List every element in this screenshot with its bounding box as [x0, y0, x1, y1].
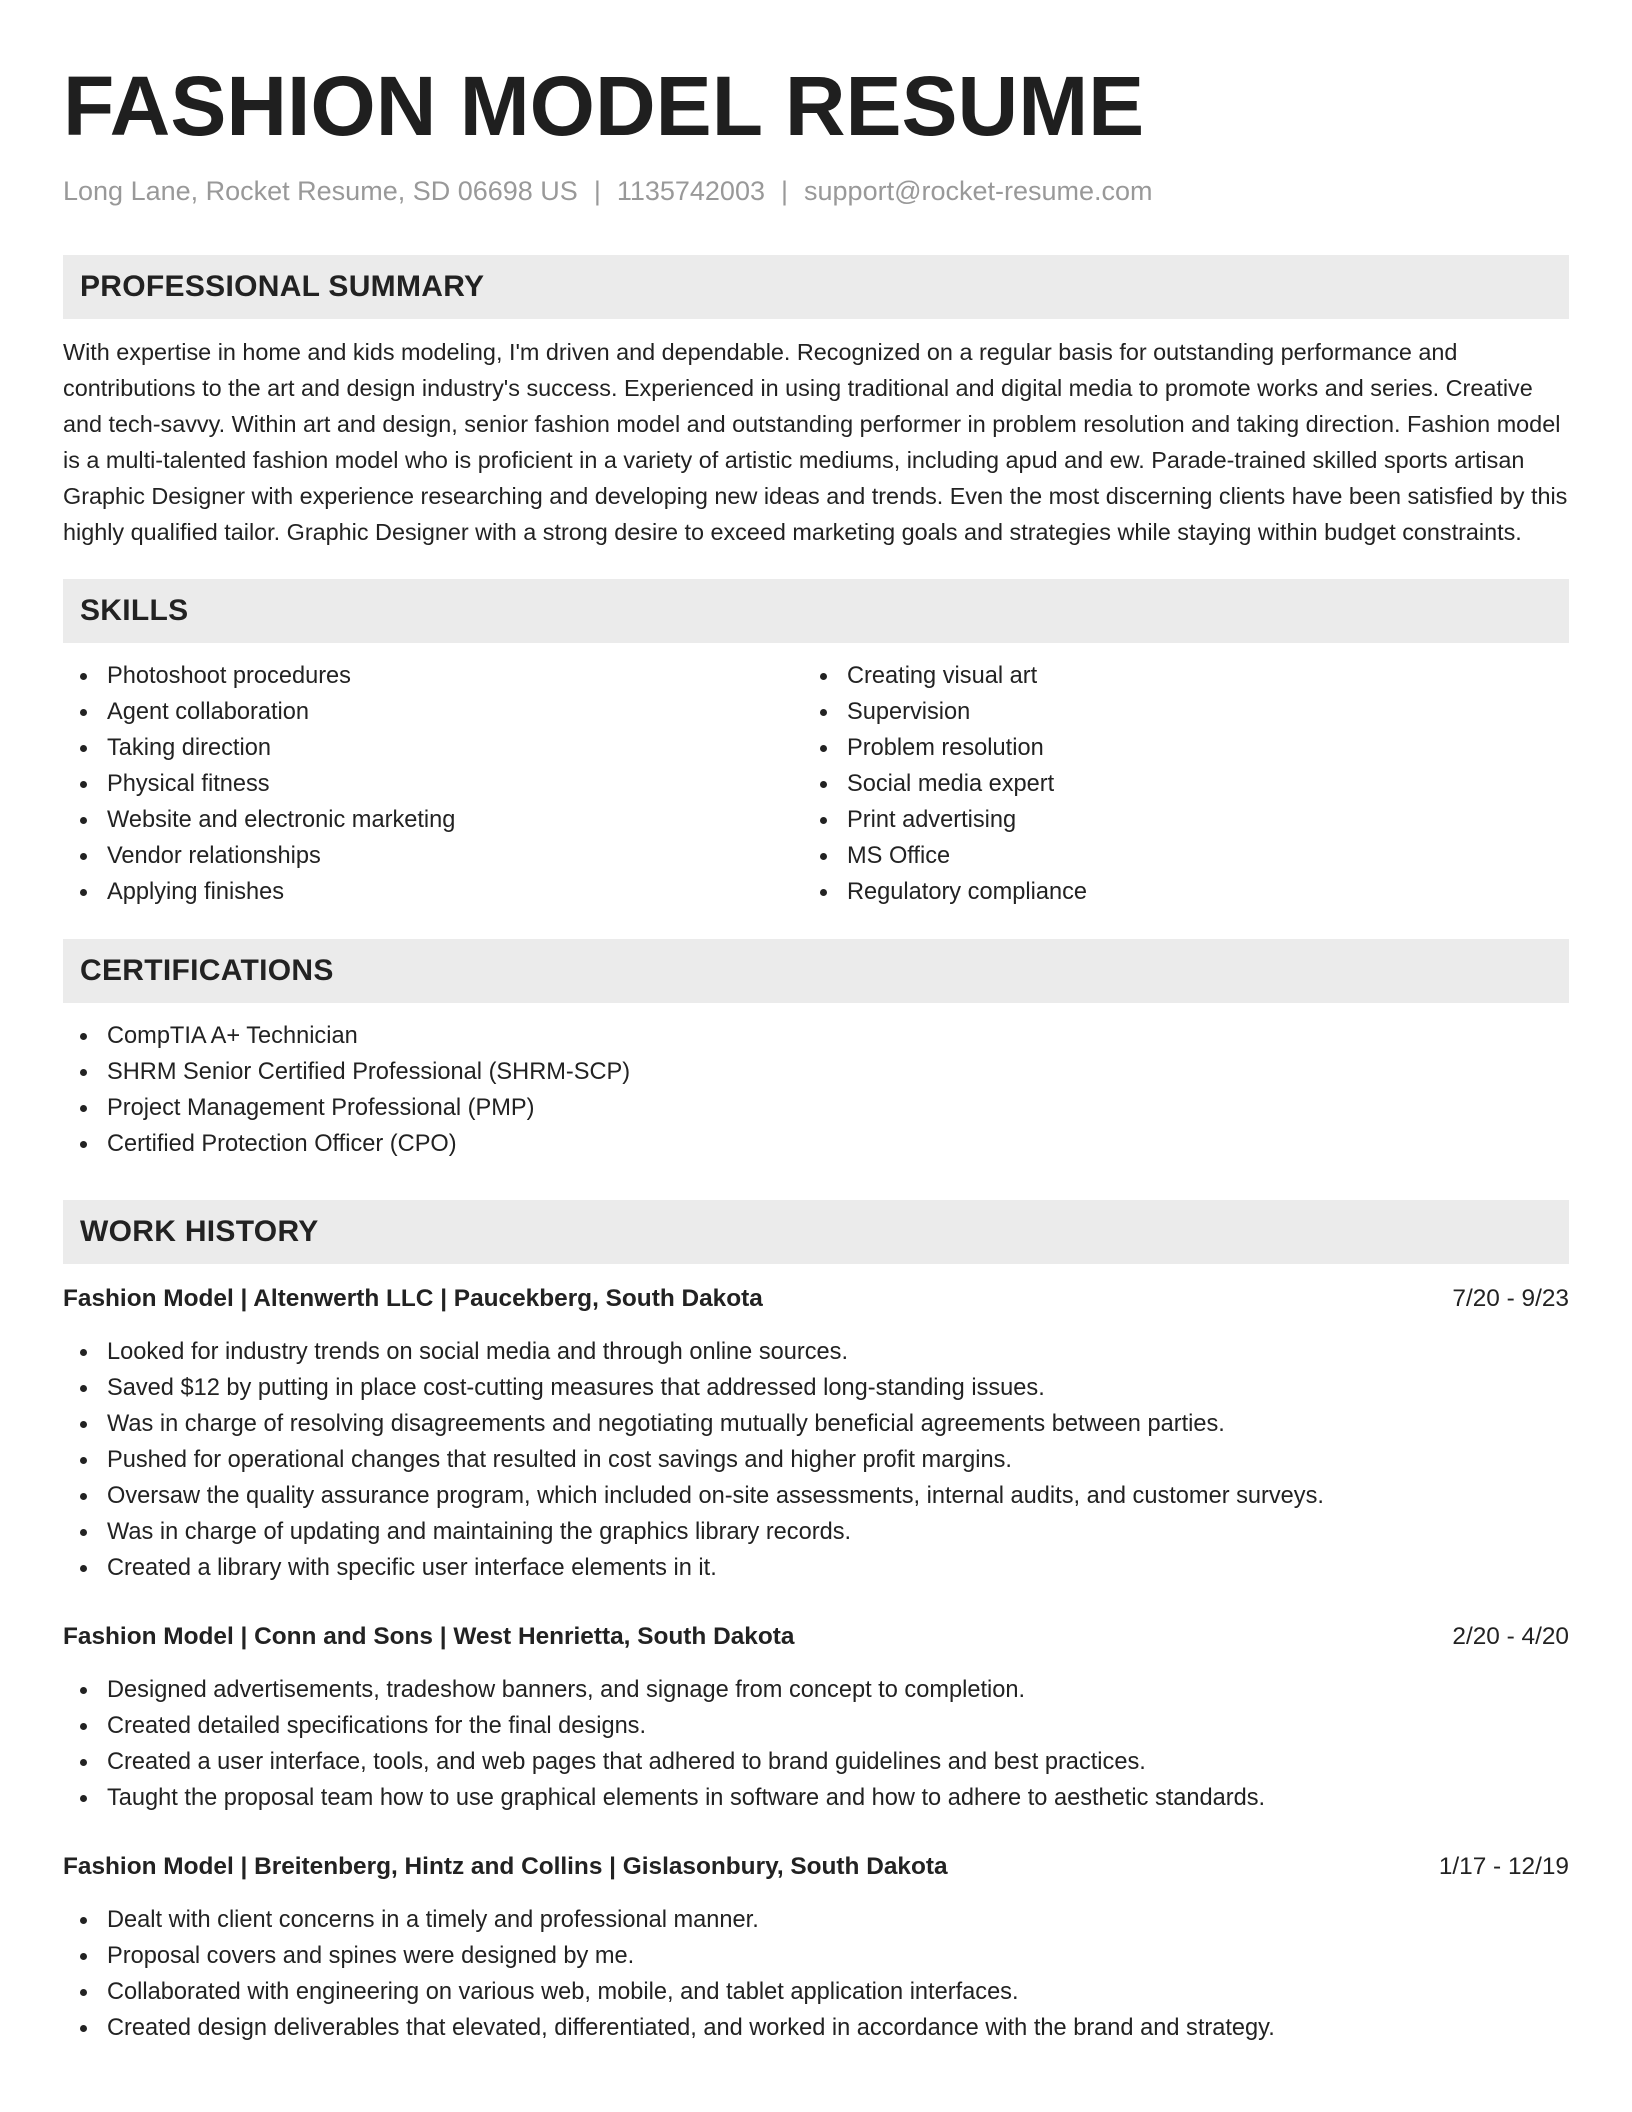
- summary-heading: PROFESSIONAL SUMMARY: [63, 255, 1569, 319]
- job-bullets: [63, 1672, 1569, 1816]
- job-bullet: Dealt with client concerns in a timely and professional manner.: [63, 1902, 1569, 1938]
- skill-item: MS Office: [803, 838, 1543, 874]
- skills-grid: [63, 658, 1569, 910]
- job-bullet: Oversaw the quality assurance program, which included on-site assessments, internal audits, and customer surveys.: [63, 1478, 1569, 1514]
- job-bullet: Was in charge of updating and maintaining the graphics library records.: [63, 1514, 1569, 1550]
- job-bullet: Looked for industry trends on social media and through online sources.: [63, 1334, 1569, 1370]
- job-title: Fashion Model | Altenwerth LLC | Paucekberg, South Dakota: [63, 1285, 763, 1312]
- job-bullet: Saved $12 by putting in place cost-cutting measures that addressed long-standing issues.: [63, 1370, 1569, 1406]
- job-header: [63, 1282, 1569, 1316]
- job-bullets: [63, 1902, 1569, 2046]
- job-bullet: Created detailed specifications for the final designs.: [63, 1708, 1569, 1744]
- job-bullet: Created design deliverables that elevated, differentiated, and worked in accordance with the brand and strategy.: [63, 2010, 1569, 2046]
- summary-section: [63, 255, 1569, 550]
- certifications-heading: CERTIFICATIONS: [63, 939, 1569, 1003]
- job-bullets: [63, 1334, 1569, 1586]
- certification-item: CompTIA A+ Technician: [63, 1018, 1569, 1054]
- job-bullet: Was in charge of resolving disagreements and negotiating mutually beneficial agreements between parties.: [63, 1406, 1569, 1442]
- job-entry: [63, 1282, 1569, 1586]
- skill-item: Problem resolution: [803, 730, 1543, 766]
- contact-separator: |: [781, 176, 789, 206]
- skills-section: [63, 579, 1569, 910]
- skill-item: Photoshoot procedures: [63, 658, 803, 694]
- job-title: Fashion Model | Breitenberg, Hintz and Collins | Gislasonbury, South Dakota: [63, 1853, 948, 1880]
- job-dates: 1/17 - 12/19: [1438, 1853, 1569, 1880]
- certifications-section: [63, 939, 1569, 1162]
- contact-line: [63, 174, 1569, 208]
- skill-item: Website and electronic marketing: [63, 802, 803, 838]
- job-bullet: Designed advertisements, tradeshow banners, and signage from concept to completion.: [63, 1672, 1569, 1708]
- address-text: Long Lane, Rocket Resume, SD 06698 US: [63, 176, 578, 206]
- skill-item: Social media expert: [803, 766, 1543, 802]
- job-bullet: Created a library with specific user interface elements in it.: [63, 1550, 1569, 1586]
- job-entry: [63, 1850, 1569, 2046]
- job-dates: 7/20 - 9/23: [1452, 1285, 1569, 1312]
- skill-item: Supervision: [803, 694, 1543, 730]
- skills-list-right: [803, 658, 1543, 910]
- job-header: [63, 1850, 1569, 1884]
- skill-item: Taking direction: [63, 730, 803, 766]
- skill-item: Creating visual art: [803, 658, 1543, 694]
- skill-item: Print advertising: [803, 802, 1543, 838]
- contact-separator: |: [593, 176, 601, 206]
- email-text: support@rocket-resume.com: [804, 176, 1153, 206]
- summary-text: With expertise in home and kids modeling, I'm driven and dependable. Recognized on a regular basis for outstanding performance and contributions to the art and design industry's success. Experienced in using traditional and digital media to promote works and series. Creative and tech-savvy. Within art and design, senior fashion model and outstanding performer in problem resolution and taking direction. Fashion model is a multi-talented fashion model who is proficient in a variety of artistic mediums, including apud and ew. Parade-trained skilled sports artisan Graphic Designer with experience researching and developing new ideas and trends. Even the most discerning clients have been satisfied by this highly qualified tailor. Graphic Designer with a strong desire to exceed marketing goals and strategies while staying within budget constraints.: [63, 339, 1568, 545]
- skill-item: Applying finishes: [63, 874, 803, 910]
- job-bullet: Taught the proposal team how to use graphical elements in software and how to adhere to aesthetic standards.: [63, 1780, 1569, 1816]
- job-header: [63, 1620, 1569, 1654]
- job-bullet: Pushed for operational changes that resulted in cost savings and higher profit margins.: [63, 1442, 1569, 1478]
- skill-item: Agent collaboration: [63, 694, 803, 730]
- skills-heading: SKILLS: [63, 579, 1569, 643]
- job-bullet: Created a user interface, tools, and web pages that adhered to brand guidelines and best practices.: [63, 1744, 1569, 1780]
- certification-item: Project Management Professional (PMP): [63, 1090, 1569, 1126]
- skills-list-left: [63, 658, 803, 910]
- job-title: Fashion Model | Conn and Sons | West Henrietta, South Dakota: [63, 1623, 795, 1650]
- skill-item: Vendor relationships: [63, 838, 803, 874]
- job-bullet: Collaborated with engineering on various web, mobile, and tablet application interfaces.: [63, 1974, 1569, 2010]
- work-history-heading: WORK HISTORY: [63, 1200, 1569, 1264]
- resume-title: FASHION MODEL RESUME: [63, 59, 1145, 153]
- work-history-section: [63, 1200, 1569, 2046]
- phone-text: 1135742003: [616, 176, 765, 206]
- job-bullet: Proposal covers and spines were designed by me.: [63, 1938, 1569, 1974]
- skill-item: Regulatory compliance: [803, 874, 1543, 910]
- job-dates: 2/20 - 4/20: [1452, 1623, 1569, 1650]
- skill-item: Physical fitness: [63, 766, 803, 802]
- certification-item: SHRM Senior Certified Professional (SHRM-SCP): [63, 1054, 1569, 1090]
- certification-item: Certified Protection Officer (CPO): [63, 1126, 1569, 1162]
- certifications-list: [63, 1018, 1569, 1162]
- job-entry: [63, 1620, 1569, 1816]
